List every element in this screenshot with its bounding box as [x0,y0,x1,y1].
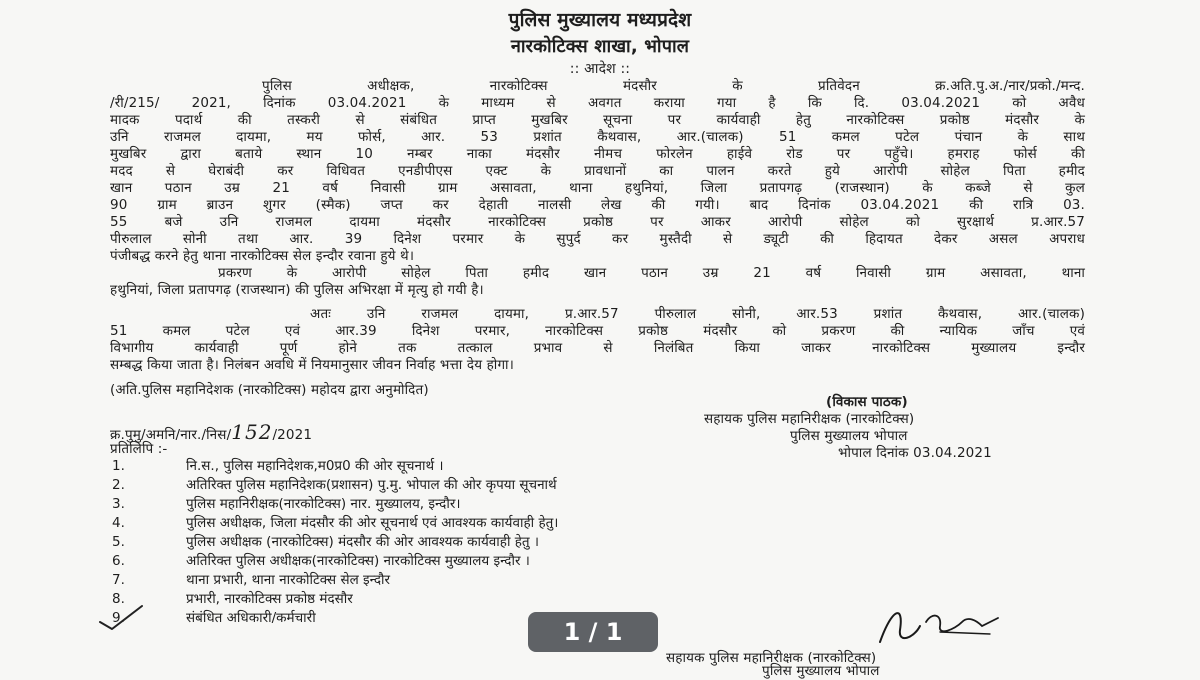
body-line: मदद से घेराबंदी कर विधिवत एनडीपीएस एक्ट के प्रावधानों का पालन करते हुये आरोपी सोहेल पिता हमीद [110,163,1085,179]
copy-item-number: 2. [112,477,125,493]
reference-handwritten-number: 152 [231,420,273,444]
header-subtitle: नारकोटिक्स शाखा, भोपाल [510,36,690,57]
copy-heading: प्रतिलिपि :- [110,441,168,457]
body-line: पुलिस अधीक्षक, नारकोटिक्स मंदसौर के प्रतिवेदन क्र.अति.पु.अ./नार/प्रको./मन्द. [262,78,1085,94]
page-indicator: 1 / 1 [528,612,658,652]
place-date: भोपाल दिनांक 03.04.2021 [838,445,992,461]
body-line: 90 ग्राम ब्राउन शुगर (स्मैक) जप्त कर देहाती नालसी लेख की गयी। बाद दिनांक 03.04.2021 की रात्रि 03. [110,197,1085,213]
copy-item-text: संबंधित अधिकारी/कर्मचारी [186,610,316,626]
signatory-office: पुलिस मुख्यालय भोपाल [790,428,908,444]
copy-item-number: 3. [112,496,125,512]
body-line: विभागीय कार्यवाही पूर्ण होने तक तत्काल प्रभाव से निलंबित किया जाकर नारकोटिक्स मुख्यालय इन्दौर [110,340,1085,356]
approval-note: (अति.पुलिस महानिदेशक (नारकोटिक्स) महोदय द्वारा अनुमोदित) [110,382,429,398]
reference-prefix: क्र.पुमु/अमनि/नार./निस/ [110,427,232,443]
body-line: उनि राजमल दायमा, मय फोर्स, आर. 53 प्रशांत कैथवास, आर.(चालक) 51 कमल पटेल पंचान के साथ [110,129,1085,145]
signature-image [870,600,1010,652]
copy-item-text: नि.स., पुलिस महानिदेशक,म0प्र0 की ओर सूचनार्थ । [186,458,444,474]
copy-item-text: पुलिस अधीक्षक (नारकोटिक्स) मंदसौर की ओर आवश्यक कार्यवाही हेतु । [186,534,539,550]
signatory-designation: सहायक पुलिस महानिरीक्षक (नारकोटिक्स) [666,650,877,666]
reference-year: /2021 [272,427,313,443]
copy-item-number: 6. [112,553,125,569]
body-line: खान पठान उम्र 21 वर्ष निवासी ग्राम असावता, थाना हथुनियां, जिला प्रतापगढ़ (राजस्थान) के कब्जे से कुल [110,180,1085,196]
body-line: मादक पदार्थ की तस्करी से संबंधित प्राप्त मुखबिर सूचना पर कार्यवाही हेतु नारकोटिक्स प्रकोष्ठ मंदसौर के [110,112,1085,128]
copy-item-number: 4. [112,515,125,531]
signatory-designation: सहायक पुलिस महानिरीक्षक (नारकोटिक्स) [704,411,915,427]
body-line: पीरुलाल सोनी तथा आर. 39 दिनेश परमार के सुपुर्द कर मुस्तैदी से ड्यूटी की हिदायत देकर असल अपराध [110,231,1085,247]
copy-item-number: 8. [112,591,125,607]
copy-item-text: अतिरिक्त पुलिस अधीक्षक(नारकोटिक्स) नारकोटिक्स मुख्यालय इन्दौर । [186,553,530,569]
copy-item-text: अतिरिक्त पुलिस महानिदेशक(प्रशासन) पु.मु. भोपाल की ओर कृपया सूचनार्थ [186,477,557,493]
body-line: पंजीबद्ध करने हेतु थाना नारकोटिक्स सेल इन्दौर रवाना हुये थे। [110,248,415,264]
body-line: /री/215/ 2021, दिनांक 03.04.2021 के माध्यम से अवगत कराया गया है कि दि. 03.04.2021 को अवैध [110,95,1085,111]
body-line: सम्बद्ध किया जाता है। निलंबन अवधि में नियमानुसार जीवन निर्वाह भत्ता देय होगा। [110,357,514,373]
order-title: :: आदेश :: [569,61,631,77]
header-title: पुलिस मुख्यालय मध्यप्रदेश [508,9,692,31]
body-line: प्रकरण के आरोपी सोहेल पिता हमीद खान पठान उम्र 21 वर्ष निवासी ग्राम असावता, थाना [218,265,1085,281]
copy-item-text: पुलिस अधीक्षक, जिला मंदसौर की ओर सूचनार्थ एवं आवश्यक कार्यवाही हेतु। [186,515,559,531]
copy-item-number: 9. [112,610,125,626]
copy-item-number: 7. [112,572,125,588]
body-line: 51 कमल पटेल एवं आर.39 दिनेश परमार, नारकोटिक्स प्रकोष्ठ मंदसौर को प्रकरण की न्यायिक जाँच एवं [110,323,1085,339]
body-line: हथुनियां, जिला प्रतापगढ़ (राजस्थान) की पुलिस अभिरक्षा में मृत्यु हो गयी है। [110,282,484,298]
copy-item-number: 5. [112,534,125,550]
signatory-office: पुलिस मुख्यालय भोपाल [762,663,880,679]
body-line: मुखबिर द्वारा बताये स्थान 10 नम्बर नाका मंदसौर नीमच फोरलेन हाईवे रोड पर पहुँचे। हमराह फोर्स की [110,146,1085,162]
copy-item-text: प्रभारी, नारकोटिक्स प्रकोष्ठ मंदसौर [186,591,353,607]
copy-item-text: थाना प्रभारी, थाना नारकोटिक्स सेल इन्दौर [186,572,391,588]
body-line: अतः उनि राजमल दायमा, प्र.आर.57 पीरुलाल सोनी, आर.53 प्रशांत कैथवास, आर.(चालक) [310,306,1085,322]
copy-item-text: पुलिस महानिरीक्षक(नारकोटिक्स) नार. मुख्यालय, इन्दौर। [186,496,461,512]
copy-item-number: 1. [112,458,125,474]
tick-mark-icon [98,604,144,630]
body-line: 55 बजे उनि राजमल दायमा मंदसौर नारकोटिक्स प्रकोष्ठ पर आकर आरोपी सोहेल को सुरक्षार्थ प्र.आर.57 [110,214,1085,230]
signatory-name: (विकास पाठक) [826,394,908,410]
